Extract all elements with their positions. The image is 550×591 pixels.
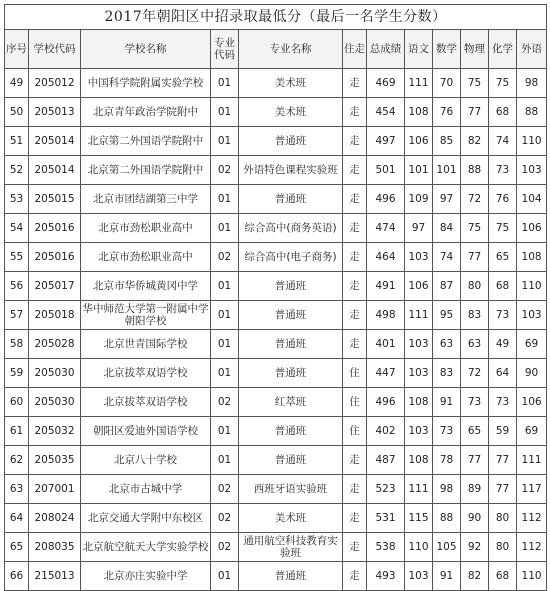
cell-seq: 60 (5, 388, 29, 417)
table-row (5, 388, 547, 417)
cell-boarding: 走 (343, 562, 367, 591)
cell-chinese: 111 (405, 301, 433, 330)
cell-school-code: 205015 (29, 185, 81, 214)
cell-math: 84 (433, 214, 461, 243)
cell-school-code: 205013 (29, 98, 81, 127)
cell-school-name: 北京亦庄实验中学 (81, 562, 211, 591)
cell-chemistry: 73 (489, 388, 517, 417)
cell-boarding: 走 (343, 446, 367, 475)
table-row (5, 272, 547, 301)
table-row (5, 243, 547, 272)
header-row (5, 30, 547, 69)
cell-physics: 80 (461, 272, 489, 301)
cell-school-name: 北京拔萃双语学校 (81, 388, 211, 417)
table-row (5, 330, 547, 359)
cell-physics: 63 (461, 330, 489, 359)
cell-total: 474 (367, 214, 405, 243)
header-major-name: 专业名称 (239, 30, 343, 69)
cell-english: 110 (517, 127, 547, 156)
cell-chinese: 103 (405, 562, 433, 591)
cell-seq: 64 (5, 504, 29, 533)
cell-chemistry: 49 (489, 330, 517, 359)
cell-major-name: 综合高中(商务英语) (239, 214, 343, 243)
table-row (5, 475, 547, 504)
cell-english: 111 (517, 446, 547, 475)
cell-chemistry: 68 (489, 272, 517, 301)
header-chemistry: 化学 (489, 30, 517, 69)
cell-seq: 57 (5, 301, 29, 330)
cell-math: 63 (433, 330, 461, 359)
cell-chemistry: 68 (489, 562, 517, 591)
cell-english: 98 (517, 69, 547, 98)
cell-physics: 73 (461, 388, 489, 417)
cell-chinese: 111 (405, 475, 433, 504)
cell-major-name: 普通班 (239, 127, 343, 156)
header-math: 数学 (433, 30, 461, 69)
cell-physics: 75 (461, 214, 489, 243)
cell-school-name: 北京航空航天大学实验学校 (81, 533, 211, 562)
cell-chemistry: 75 (489, 214, 517, 243)
table-title: 2017年朝阳区中招录取最低分（最后一名学生分数） (5, 5, 547, 30)
cell-chemistry: 73 (489, 301, 517, 330)
cell-total: 538 (367, 533, 405, 562)
cell-school-name: 北京青年政治学院附中 (81, 98, 211, 127)
cell-seq: 66 (5, 562, 29, 591)
cell-total: 523 (367, 475, 405, 504)
cell-boarding: 住 (343, 417, 367, 446)
cell-math: 74 (433, 243, 461, 272)
header-total: 总成绩 (367, 30, 405, 69)
cell-school-code: 207001 (29, 475, 81, 504)
cell-total: 501 (367, 156, 405, 185)
cell-physics: 77 (461, 98, 489, 127)
cell-english: 117 (517, 475, 547, 504)
cell-chinese: 97 (405, 214, 433, 243)
cell-chemistry: 59 (489, 417, 517, 446)
cell-school-code: 205014 (29, 156, 81, 185)
cell-english: 106 (517, 388, 547, 417)
cell-school-code: 205017 (29, 272, 81, 301)
table-row (5, 446, 547, 475)
cell-school-name: 北京市华侨城黄冈中学 (81, 272, 211, 301)
cell-school-name: 华中师范大学第一附属中学朝阳学校 (81, 301, 211, 330)
cell-boarding: 走 (343, 243, 367, 272)
cell-physics: 82 (461, 127, 489, 156)
cell-total: 402 (367, 417, 405, 446)
cell-school-name: 北京第二外国语学院附中 (81, 156, 211, 185)
cell-major-name: 普通班 (239, 301, 343, 330)
header-boarding: 住走 (343, 30, 367, 69)
cell-physics: 89 (461, 475, 489, 504)
score-table (4, 4, 547, 591)
cell-boarding: 走 (343, 301, 367, 330)
cell-chinese: 109 (405, 185, 433, 214)
cell-chemistry: 77 (489, 446, 517, 475)
cell-school-code: 205030 (29, 388, 81, 417)
cell-seq: 54 (5, 214, 29, 243)
cell-math: 101 (433, 156, 461, 185)
table-row (5, 562, 547, 591)
cell-english: 104 (517, 185, 547, 214)
cell-school-name: 北京拔萃双语学校 (81, 359, 211, 388)
cell-chemistry: 64 (489, 359, 517, 388)
cell-total: 454 (367, 98, 405, 127)
cell-physics: 72 (461, 185, 489, 214)
cell-chinese: 115 (405, 504, 433, 533)
cell-math: 76 (433, 98, 461, 127)
cell-chinese: 103 (405, 359, 433, 388)
cell-school-code: 205014 (29, 127, 81, 156)
cell-boarding: 住 (343, 388, 367, 417)
table-row (5, 214, 547, 243)
cell-major-name: 普通班 (239, 417, 343, 446)
cell-major-code: 01 (211, 272, 239, 301)
cell-english: 90 (517, 359, 547, 388)
cell-major-name: 红萃班 (239, 388, 343, 417)
cell-chemistry: 76 (489, 185, 517, 214)
cell-english: 69 (517, 330, 547, 359)
table-row (5, 533, 547, 562)
cell-major-code: 02 (211, 243, 239, 272)
cell-math: 97 (433, 185, 461, 214)
cell-total: 491 (367, 272, 405, 301)
cell-major-name: 通用航空科技教育实验班 (239, 533, 343, 562)
header-english: 外语 (517, 30, 547, 69)
table-row (5, 69, 547, 98)
cell-major-code: 01 (211, 330, 239, 359)
cell-major-name: 普通班 (239, 330, 343, 359)
header-major-code: 专业代码 (211, 30, 239, 69)
cell-english: 69 (517, 417, 547, 446)
cell-chinese: 103 (405, 330, 433, 359)
cell-physics: 72 (461, 359, 489, 388)
cell-chinese: 103 (405, 417, 433, 446)
table-row (5, 359, 547, 388)
cell-math: 85 (433, 127, 461, 156)
cell-boarding: 走 (343, 475, 367, 504)
cell-math: 78 (433, 446, 461, 475)
cell-major-code: 01 (211, 214, 239, 243)
cell-school-name: 北京市古城中学 (81, 475, 211, 504)
cell-major-code: 01 (211, 446, 239, 475)
cell-math: 105 (433, 533, 461, 562)
cell-chemistry: 65 (489, 243, 517, 272)
cell-english: 112 (517, 504, 547, 533)
cell-seq: 51 (5, 127, 29, 156)
cell-math: 73 (433, 417, 461, 446)
cell-seq: 62 (5, 446, 29, 475)
cell-major-code: 01 (211, 301, 239, 330)
cell-major-name: 外语特色课程实验班 (239, 156, 343, 185)
cell-boarding: 走 (343, 127, 367, 156)
cell-major-name: 综合高中(电子商务) (239, 243, 343, 272)
cell-major-name: 普通班 (239, 562, 343, 591)
cell-school-code: 208024 (29, 504, 81, 533)
table-row (5, 504, 547, 533)
cell-boarding: 走 (343, 330, 367, 359)
cell-school-name: 北京第二外国语学院附中 (81, 127, 211, 156)
cell-boarding: 走 (343, 214, 367, 243)
cell-chinese: 108 (405, 388, 433, 417)
cell-school-name: 北京八十学校 (81, 446, 211, 475)
cell-chinese: 101 (405, 156, 433, 185)
cell-major-name: 普通班 (239, 359, 343, 388)
cell-school-code: 205032 (29, 417, 81, 446)
cell-math: 70 (433, 69, 461, 98)
cell-boarding: 住 (343, 359, 367, 388)
cell-major-code: 01 (211, 562, 239, 591)
cell-major-code: 02 (211, 156, 239, 185)
header-chinese: 语文 (405, 30, 433, 69)
cell-school-name: 北京世青国际学校 (81, 330, 211, 359)
cell-chemistry: 75 (489, 69, 517, 98)
cell-school-code: 208035 (29, 533, 81, 562)
cell-seq: 49 (5, 69, 29, 98)
cell-total: 496 (367, 388, 405, 417)
score-table-document (4, 4, 546, 582)
cell-school-code: 205016 (29, 243, 81, 272)
cell-major-name: 西班牙语实验班 (239, 475, 343, 504)
cell-chemistry: 74 (489, 127, 517, 156)
cell-boarding: 走 (343, 185, 367, 214)
header-physics: 物理 (461, 30, 489, 69)
cell-total: 496 (367, 185, 405, 214)
table-row (5, 127, 547, 156)
cell-total: 531 (367, 504, 405, 533)
cell-math: 98 (433, 475, 461, 504)
table-row (5, 301, 547, 330)
cell-major-name: 美术班 (239, 98, 343, 127)
cell-major-code: 02 (211, 475, 239, 504)
cell-school-code: 205018 (29, 301, 81, 330)
cell-school-code: 205016 (29, 214, 81, 243)
cell-seq: 58 (5, 330, 29, 359)
cell-math: 91 (433, 562, 461, 591)
cell-chemistry: 77 (489, 475, 517, 504)
cell-math: 87 (433, 272, 461, 301)
table-body (5, 69, 547, 591)
cell-school-name: 北京市劲松职业高中 (81, 243, 211, 272)
cell-major-code: 02 (211, 504, 239, 533)
cell-major-name: 普通班 (239, 272, 343, 301)
cell-physics: 77 (461, 446, 489, 475)
cell-english: 103 (517, 301, 547, 330)
cell-total: 401 (367, 330, 405, 359)
cell-major-name: 普通班 (239, 185, 343, 214)
cell-major-name: 美术班 (239, 504, 343, 533)
cell-english: 108 (517, 243, 547, 272)
cell-seq: 52 (5, 156, 29, 185)
cell-physics: 83 (461, 301, 489, 330)
cell-seq: 53 (5, 185, 29, 214)
cell-total: 469 (367, 69, 405, 98)
cell-major-name: 普通班 (239, 446, 343, 475)
cell-chemistry: 80 (489, 533, 517, 562)
cell-school-name: 北京市劲松职业高中 (81, 214, 211, 243)
cell-major-code: 01 (211, 69, 239, 98)
cell-school-name: 中国科学院附属实验学校 (81, 69, 211, 98)
cell-physics: 75 (461, 69, 489, 98)
cell-school-code: 205028 (29, 330, 81, 359)
cell-english: 110 (517, 272, 547, 301)
cell-math: 95 (433, 301, 461, 330)
cell-chinese: 108 (405, 98, 433, 127)
cell-seq: 65 (5, 533, 29, 562)
cell-school-code: 205012 (29, 69, 81, 98)
cell-english: 88 (517, 98, 547, 127)
cell-math: 88 (433, 504, 461, 533)
cell-major-code: 02 (211, 533, 239, 562)
cell-boarding: 走 (343, 272, 367, 301)
cell-seq: 50 (5, 98, 29, 127)
cell-school-code: 205035 (29, 446, 81, 475)
cell-total: 464 (367, 243, 405, 272)
cell-boarding: 走 (343, 156, 367, 185)
cell-school-code: 215013 (29, 562, 81, 591)
cell-english: 106 (517, 214, 547, 243)
cell-seq: 61 (5, 417, 29, 446)
cell-major-name: 美术班 (239, 69, 343, 98)
cell-physics: 77 (461, 243, 489, 272)
table-row (5, 185, 547, 214)
header-school-code: 学校代码 (29, 30, 81, 69)
cell-physics: 65 (461, 417, 489, 446)
cell-school-name: 北京交通大学附中东校区 (81, 504, 211, 533)
cell-seq: 55 (5, 243, 29, 272)
cell-total: 447 (367, 359, 405, 388)
cell-boarding: 走 (343, 98, 367, 127)
header-seq: 序号 (5, 30, 29, 69)
cell-physics: 88 (461, 156, 489, 185)
cell-boarding: 走 (343, 504, 367, 533)
cell-major-code: 01 (211, 185, 239, 214)
cell-seq: 56 (5, 272, 29, 301)
cell-boarding: 走 (343, 533, 367, 562)
cell-major-code: 01 (211, 127, 239, 156)
cell-total: 497 (367, 127, 405, 156)
cell-total: 498 (367, 301, 405, 330)
cell-major-code: 01 (211, 98, 239, 127)
cell-chinese: 111 (405, 69, 433, 98)
table-row (5, 156, 547, 185)
cell-physics: 82 (461, 562, 489, 591)
cell-chinese: 106 (405, 272, 433, 301)
cell-major-code: 01 (211, 359, 239, 388)
cell-english: 112 (517, 533, 547, 562)
cell-chinese: 110 (405, 533, 433, 562)
cell-math: 83 (433, 359, 461, 388)
cell-chemistry: 80 (489, 504, 517, 533)
cell-seq: 63 (5, 475, 29, 504)
table-row (5, 98, 547, 127)
cell-major-code: 01 (211, 417, 239, 446)
cell-seq: 59 (5, 359, 29, 388)
cell-chinese: 103 (405, 243, 433, 272)
cell-chinese: 106 (405, 127, 433, 156)
cell-major-code: 02 (211, 388, 239, 417)
table-row (5, 417, 547, 446)
cell-boarding: 走 (343, 69, 367, 98)
cell-physics: 90 (461, 504, 489, 533)
cell-chemistry: 73 (489, 156, 517, 185)
cell-math: 91 (433, 388, 461, 417)
cell-physics: 92 (461, 533, 489, 562)
header-school-name: 学校名称 (81, 30, 211, 69)
cell-school-name: 朝阳区爱迪外国语学校 (81, 417, 211, 446)
cell-english: 110 (517, 562, 547, 591)
cell-total: 487 (367, 446, 405, 475)
cell-chinese: 108 (405, 446, 433, 475)
cell-chemistry: 68 (489, 98, 517, 127)
cell-school-code: 205030 (29, 359, 81, 388)
cell-english: 103 (517, 156, 547, 185)
cell-school-name: 北京市团结湖第三中学 (81, 185, 211, 214)
cell-total: 493 (367, 562, 405, 591)
